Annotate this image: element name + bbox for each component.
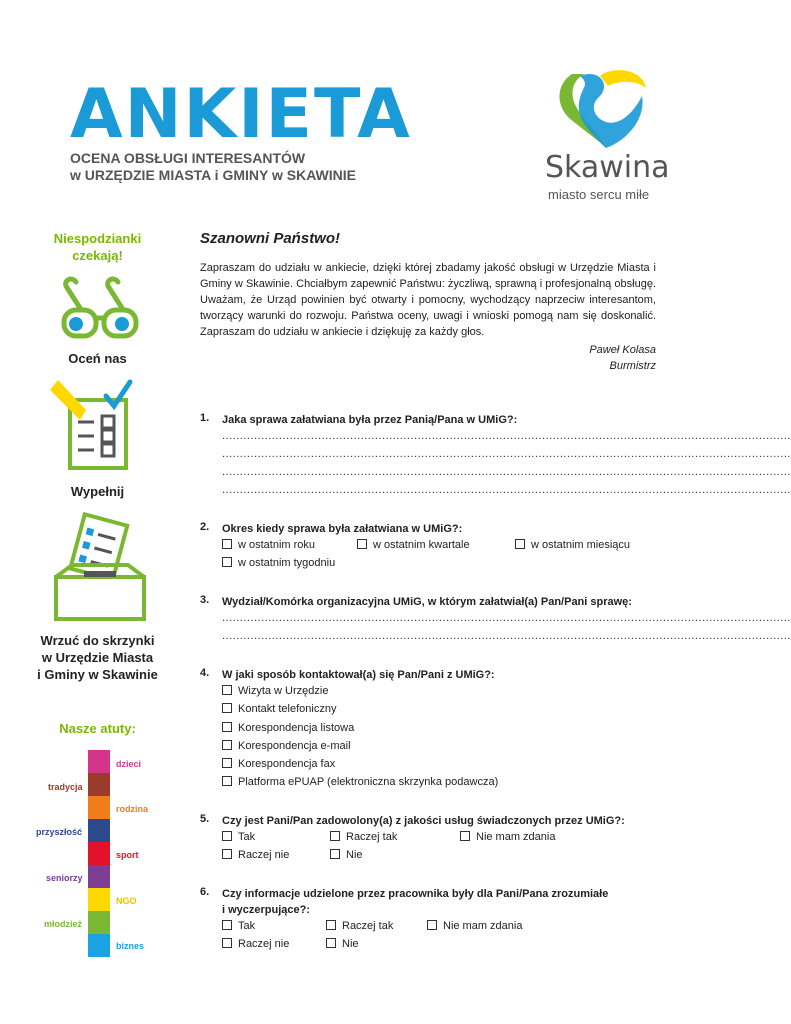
subtitle-line-2: w URZĘDZIE MIASTA i GMINY w SKAWINIE bbox=[70, 167, 356, 183]
surprise-heading bbox=[40, 230, 155, 264]
option-label: w ostatnim kwartale bbox=[373, 539, 470, 551]
q3-number: 3. bbox=[200, 594, 210, 606]
q5-number: 5. bbox=[200, 813, 210, 825]
q5-option-2[interactable] bbox=[330, 831, 397, 843]
option-label: Nie mam zdania bbox=[476, 831, 556, 843]
subtitle-line-1: OCENA OBSŁUGI INTERESANTÓW bbox=[70, 150, 306, 166]
option-label: Raczej tak bbox=[342, 920, 394, 932]
q4-number: 4. bbox=[200, 667, 210, 679]
surprise-line-2: czekają! bbox=[72, 248, 123, 263]
checkbox[interactable] bbox=[330, 849, 340, 859]
checkbox[interactable] bbox=[222, 938, 232, 948]
q6-text-line-1: Czy informacje udzielone przez pracownika były dla Pani/Pana zrozumiałe bbox=[222, 888, 609, 900]
q3-answer-line-1[interactable]: ................................................................................................................................................................ bbox=[222, 612, 791, 624]
intro-text: Zapraszam do udziału w ankiecie, dzięki której zbadamy jakość obsługi w Urzędzie Miasta i Gminy w Skawinie. Chciałbym zapewnić Państwu: życzliwą, sprawną i profesjonalną obsługę. Uważam, że Urząd powinien być otwarty i pomocny, wychodzący naprzeciw interesantom, tworzący warunki do rozwoju. Państwa oceny, uwagi i wnioski pomogą nam się doskonalić. Zapraszam do udziału w ankiecie i dziękuję za każdy głos. bbox=[200, 262, 656, 338]
asset-bar-6 bbox=[88, 888, 110, 911]
checkbox[interactable] bbox=[222, 831, 232, 841]
asset-bar-5 bbox=[88, 865, 110, 888]
checkbox[interactable] bbox=[427, 920, 437, 930]
option-label: Raczej nie bbox=[238, 849, 290, 861]
checkbox[interactable] bbox=[222, 776, 232, 786]
q4-option-1[interactable] bbox=[222, 685, 328, 697]
checkbox[interactable] bbox=[222, 920, 232, 930]
page-title: ANKIETA bbox=[70, 75, 412, 154]
q6-text bbox=[222, 886, 608, 918]
option-label: Korespondencja fax bbox=[238, 758, 336, 770]
logo-tagline: miasto sercu miłe bbox=[548, 187, 650, 202]
checkbox[interactable] bbox=[222, 539, 232, 549]
option-label: Kontakt telefoniczny bbox=[238, 703, 337, 715]
asset-bar-3 bbox=[88, 819, 110, 842]
skawina-logo-icon bbox=[550, 66, 650, 150]
q4-option-2[interactable] bbox=[222, 703, 336, 715]
q2-option-1[interactable] bbox=[222, 539, 315, 551]
checkbox[interactable] bbox=[222, 685, 232, 695]
option-label: Tak bbox=[238, 920, 256, 932]
asset-label-dzieci: dzieci bbox=[116, 759, 142, 769]
glasses-icon bbox=[60, 272, 140, 342]
q6-option-3[interactable] bbox=[427, 920, 522, 932]
checkbox[interactable] bbox=[222, 722, 232, 732]
asset-label-przyszlosc: przyszłość bbox=[36, 827, 83, 837]
q4-option-4[interactable] bbox=[222, 740, 351, 752]
page-subtitle bbox=[70, 150, 356, 184]
signature-name: Paweł Kolasa bbox=[589, 344, 656, 356]
asset-bar-4 bbox=[88, 842, 110, 865]
q3-text: Wydział/Komórka organizacyjna UMiG, w którym załatwiał(a) Pan/Pani sprawę: bbox=[222, 596, 632, 608]
option-label: Nie mam zdania bbox=[443, 920, 523, 932]
asset-bar-8 bbox=[88, 934, 110, 957]
q5-option-5[interactable] bbox=[330, 849, 363, 861]
option-label: w ostatnim miesiącu bbox=[531, 539, 631, 551]
q6-number: 6. bbox=[200, 886, 210, 898]
q1-answer-line-4[interactable]: ................................................................................................................................................................ bbox=[222, 484, 791, 496]
q6-option-1[interactable] bbox=[222, 920, 255, 932]
q2-text: Okres kiedy sprawa była załatwiana w UMiG?: bbox=[222, 523, 463, 535]
asset-label-seniorzy: seniorzy bbox=[46, 873, 83, 883]
q2-option-4[interactable] bbox=[222, 557, 335, 569]
option-label: Nie bbox=[342, 938, 359, 950]
q6-option-5[interactable] bbox=[326, 938, 359, 950]
q6-text-line-2: i wyczerpujące?: bbox=[222, 904, 311, 916]
q2-number: 2. bbox=[200, 521, 210, 533]
checkbox[interactable] bbox=[357, 539, 367, 549]
q2-option-3[interactable] bbox=[515, 539, 630, 551]
checkbox[interactable] bbox=[222, 758, 232, 768]
checkbox[interactable] bbox=[222, 740, 232, 750]
q4-option-3[interactable] bbox=[222, 722, 354, 734]
q3-answer-line-2[interactable]: ................................................................................................................................................................ bbox=[222, 630, 791, 642]
fill-label: Wypełnij bbox=[70, 484, 125, 499]
q5-text: Czy jest Pani/Pan zadowolony(a) z jakości usług świadczonych przez UMiG?: bbox=[222, 815, 625, 827]
drop-line-1: Wrzuć do skrzynki bbox=[40, 633, 155, 648]
asset-label-rodzina: rodzina bbox=[116, 804, 149, 814]
q6-option-2[interactable] bbox=[326, 920, 393, 932]
q1-answer-line-3[interactable]: ................................................................................................................................................................ bbox=[222, 466, 791, 478]
checkbox[interactable] bbox=[326, 920, 336, 930]
asset-bar-7 bbox=[88, 911, 110, 934]
q5-option-4[interactable] bbox=[222, 849, 289, 861]
checklist-icon bbox=[50, 378, 140, 473]
q2-option-2[interactable] bbox=[357, 539, 470, 551]
checkbox[interactable] bbox=[222, 557, 232, 567]
option-label: Raczej nie bbox=[238, 938, 290, 950]
q4-text: W jaki sposób kontaktował(a) się Pan/Pani z UMiG?: bbox=[222, 669, 495, 681]
asset-label-mlodziez: młodzież bbox=[44, 919, 83, 929]
rate-label: Oceń nas bbox=[68, 351, 127, 366]
q5-option-1[interactable] bbox=[222, 831, 255, 843]
drop-label bbox=[35, 632, 160, 683]
asset-bar-1 bbox=[88, 773, 110, 796]
checkbox[interactable] bbox=[460, 831, 470, 841]
checkbox[interactable] bbox=[515, 539, 525, 549]
option-label: Tak bbox=[238, 831, 256, 843]
drop-line-2: w Urzędzie Miasta bbox=[41, 650, 154, 665]
checkbox[interactable] bbox=[326, 938, 336, 948]
q1-answer-line-1[interactable]: ................................................................................................................................................................ bbox=[222, 430, 791, 442]
asset-bar-2 bbox=[88, 796, 110, 819]
option-label: w ostatnim tygodniu bbox=[238, 557, 336, 569]
option-label: Wizyta w Urzędzie bbox=[238, 685, 329, 697]
checkbox[interactable] bbox=[222, 849, 232, 859]
option-label: Raczej tak bbox=[346, 831, 398, 843]
q4-option-6[interactable] bbox=[222, 776, 498, 788]
q4-option-5[interactable] bbox=[222, 758, 335, 770]
q1-text: Jaka sprawa załatwiana była przez Panią/Pana w UMiG?: bbox=[222, 414, 518, 426]
logo-name: Skawina bbox=[545, 150, 670, 185]
checkbox[interactable] bbox=[222, 703, 232, 713]
assets-title: Nasze atuty: bbox=[59, 721, 136, 736]
ballot-box-icon bbox=[48, 515, 153, 625]
asset-label-tradycja: tradycja bbox=[48, 782, 83, 792]
option-label: Nie bbox=[346, 849, 363, 861]
drop-line-3: i Gminy w Skawinie bbox=[37, 667, 158, 682]
asset-label-sport: sport bbox=[116, 850, 139, 860]
asset-bar-0 bbox=[88, 750, 110, 773]
q5-option-3[interactable] bbox=[460, 831, 555, 843]
surprise-line-1: Niespodzianki bbox=[53, 231, 142, 246]
q1-number: 1. bbox=[200, 412, 210, 424]
option-label: Korespondencja e-mail bbox=[238, 740, 351, 752]
q6-option-4[interactable] bbox=[222, 938, 289, 950]
checkbox[interactable] bbox=[330, 831, 340, 841]
q1-answer-line-2[interactable]: ................................................................................................................................................................ bbox=[222, 448, 791, 460]
asset-label-biznes: biznes bbox=[116, 941, 145, 951]
option-label: w ostatnim roku bbox=[238, 539, 316, 551]
option-label: Korespondencja listowa bbox=[238, 722, 355, 734]
asset-label-ngo: NGO bbox=[116, 896, 137, 906]
option-label: Platforma ePUAP (elektroniczna skrzynka podawcza) bbox=[238, 776, 499, 788]
signature-role: Burmistrz bbox=[609, 360, 656, 372]
greeting: Szanowni Państwo! bbox=[200, 230, 341, 247]
